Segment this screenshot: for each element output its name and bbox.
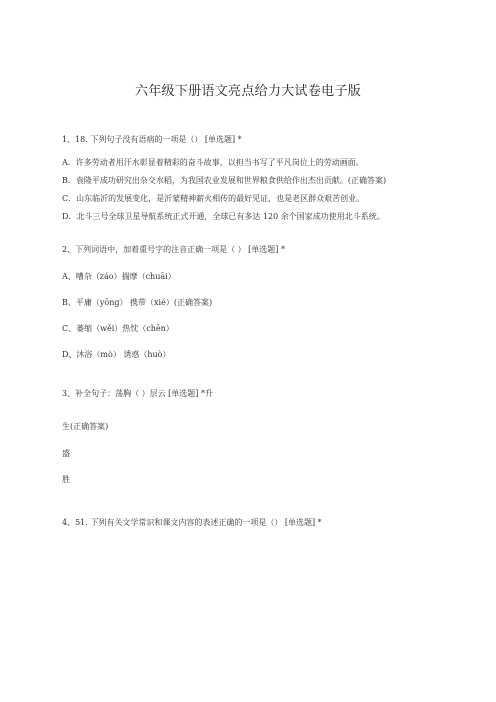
question-2-option-c: C、萎缩（wěi）热忱（chēn）	[62, 324, 174, 333]
question-1-stem: 1、18. 下列句子没有语病的一项是（） [单选题] *	[62, 135, 242, 144]
question-1-option-a: A．许多劳动者用汗水彰显着精彩的奋斗故事，以担当书写了平凡岗位上的劳动画面。	[62, 158, 364, 167]
question-2-option-d: D、沐浴（mò） 诱惑（huò）	[62, 350, 171, 359]
question-1-option-d: D．北斗三号全球卫星导航系统正式开通，全球已有多达 120 余个国家成功使用北斗系统。	[62, 212, 385, 221]
question-4-stem: 4、51. 下列有关文学常识和课文内容的表述正确的一项是（） [单选题] *	[62, 518, 322, 527]
question-3-option-3: 胜	[62, 475, 70, 484]
question-3-option-2: 盛	[62, 449, 70, 458]
question-2-option-b: B、平庸（yōng） 携带（xié）(正确答案)	[62, 298, 213, 307]
question-1-option-b: B．袁隆平成功研究出杂交水稻，为我国农业发展和世界粮食供给作出杰出贡献。(正确答案)	[62, 176, 387, 185]
question-1-option-c: C．山东临沂的发展变化，是沂蒙精神薪火相传的最好见证，也是老区群众艰苦创业。	[62, 194, 365, 203]
document-title: 六年级下册语文亮点给力大试卷电子版	[134, 84, 362, 99]
question-3-stem: 3、补全句子：荡胸（ ）层云 [单选题] *升	[62, 389, 213, 398]
question-2-option-a: A、嘈杂（záo）揣摩（chuāi）	[62, 272, 176, 281]
question-3-option-1: 生(正确答案)	[62, 422, 109, 431]
question-2-stem: 2、下列词语中，加着重号字的注音正确一项是（ ） [单选题] *	[62, 245, 285, 254]
